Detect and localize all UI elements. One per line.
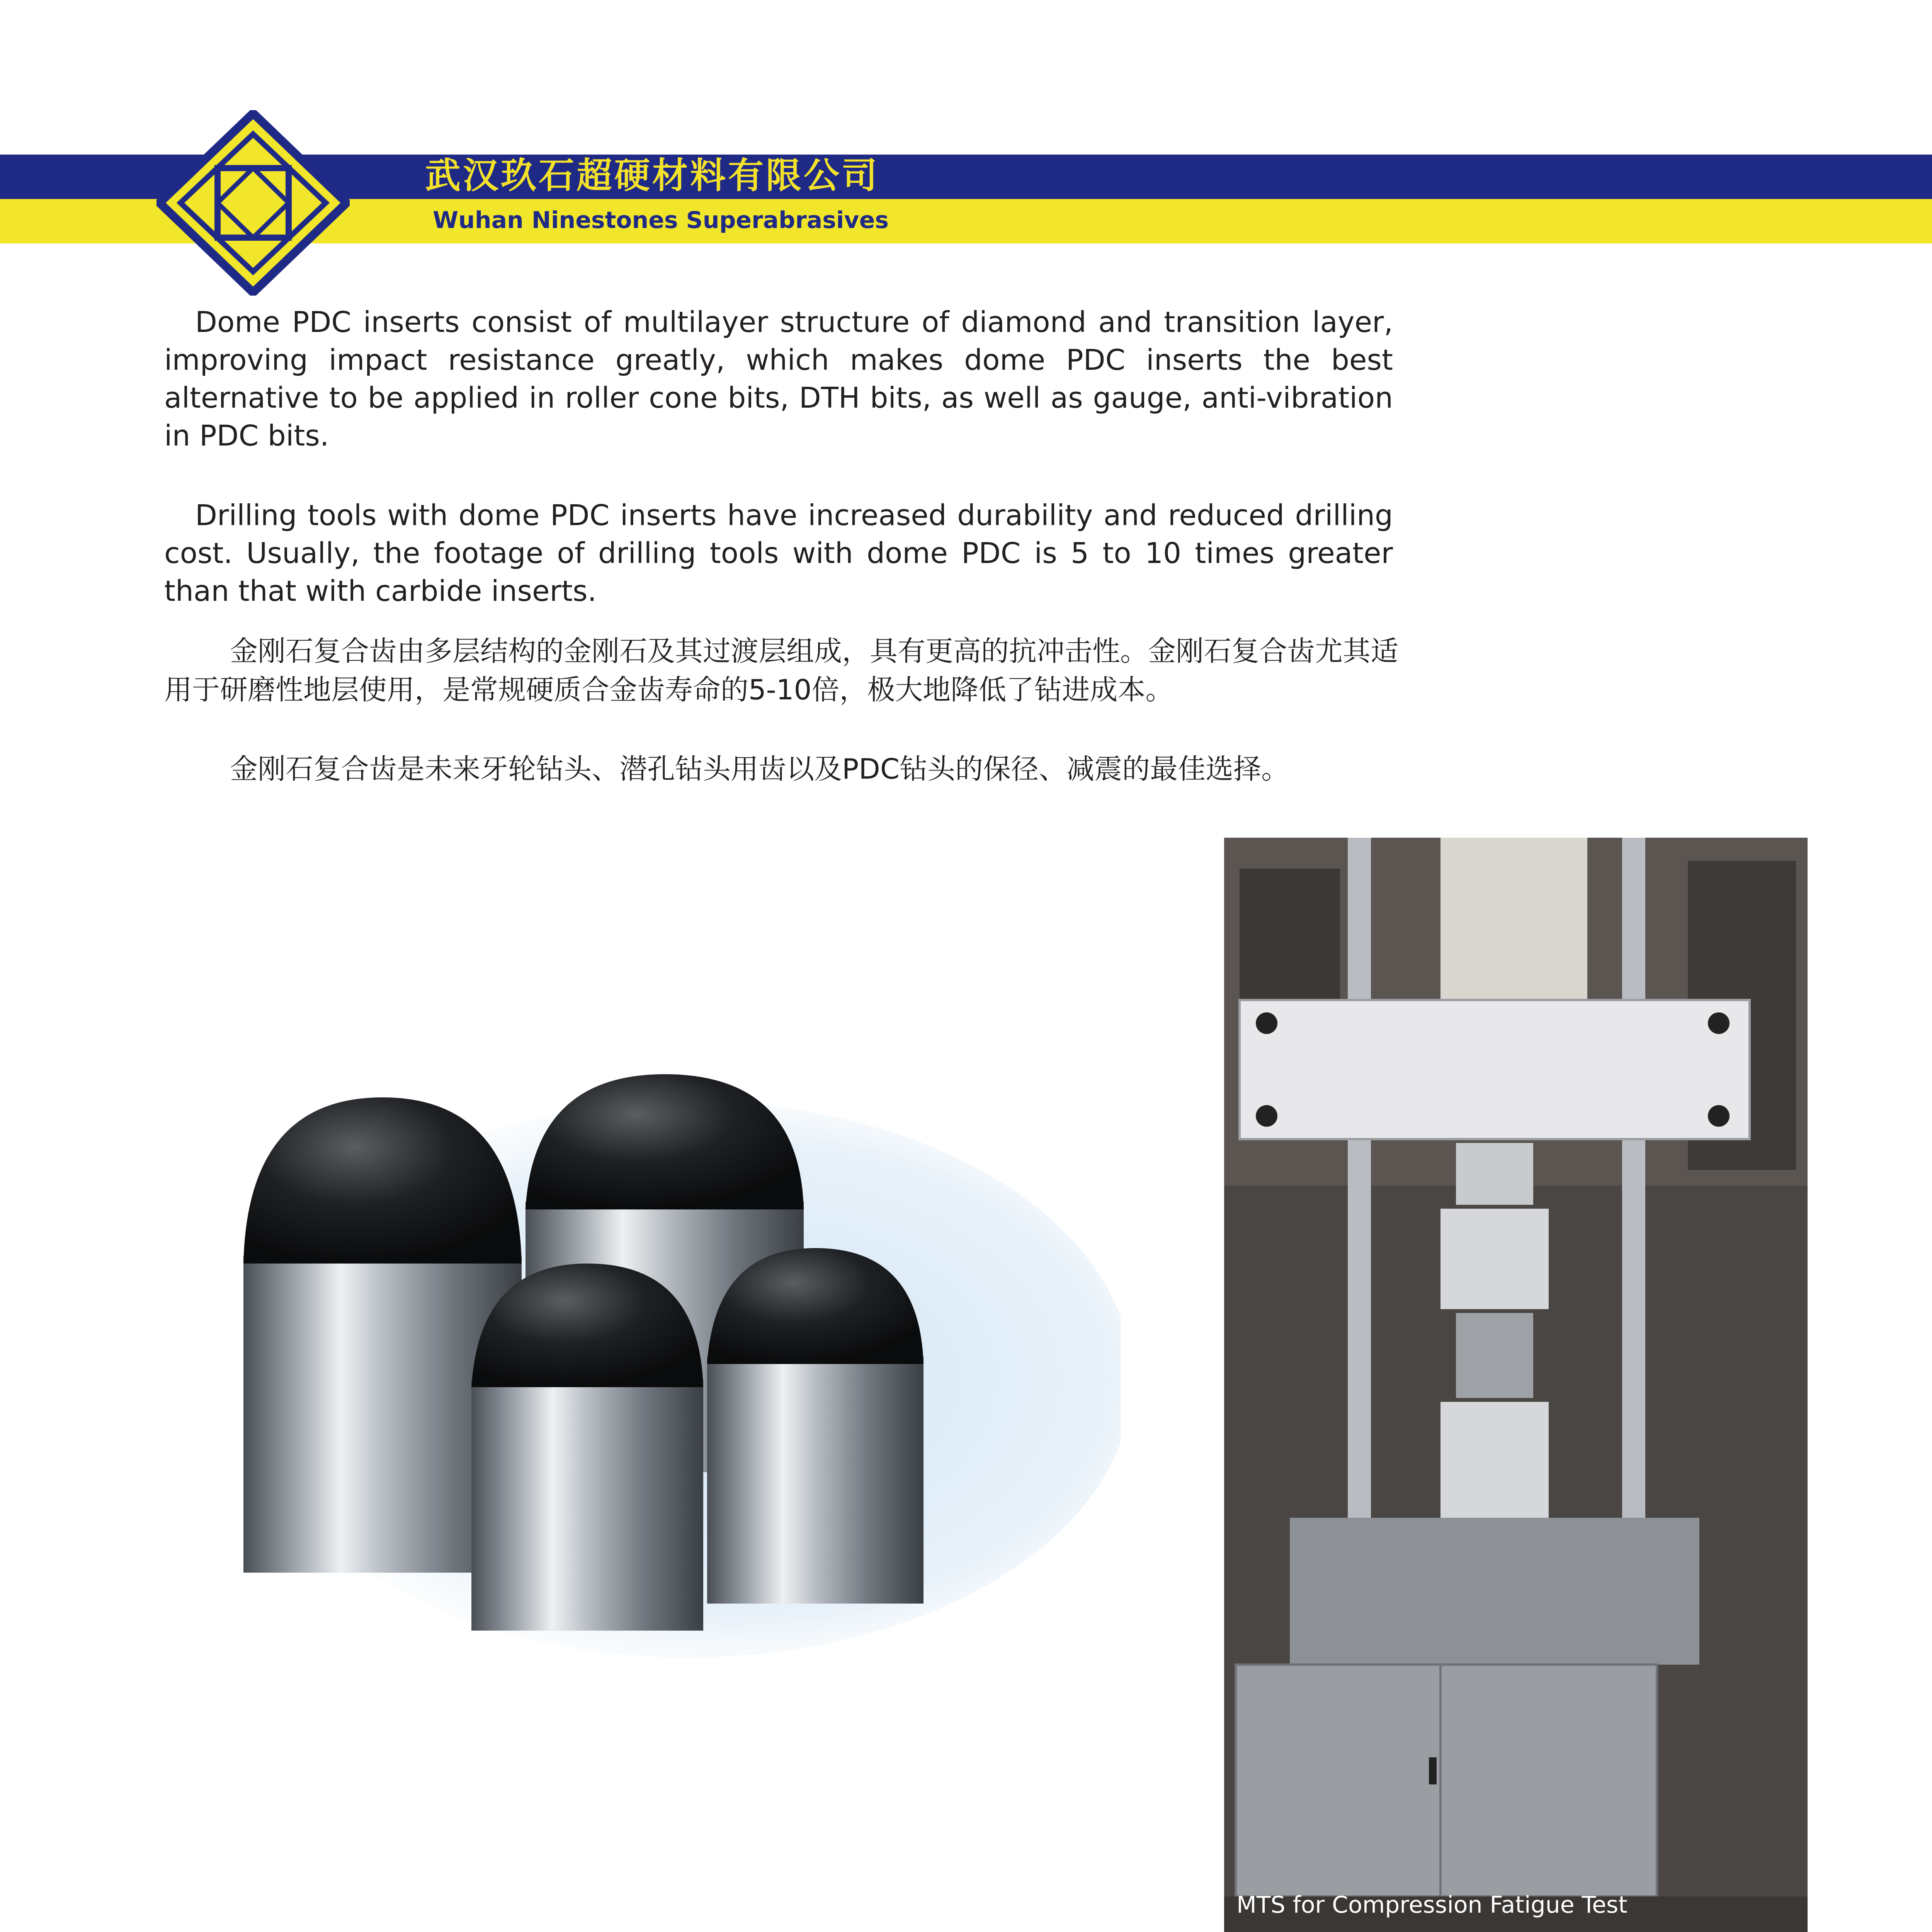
company-logo-icon	[156, 110, 350, 296]
paragraph-en-1: Dome PDC inserts consist of multilayer structure of diamond and transition layer, improving impact resistance greatly, which makes dome PDC inserts the best alternative to be applied in roller cone bits, DTH bits, as well as gauge, anti-vibration in PDC bits.	[164, 306, 1393, 452]
paragraph-cn-2: 金刚石复合齿是未来牙轮钻头、潜孔钻头用齿以及PDC钻头的保径、减震的最佳选择。	[230, 753, 1289, 785]
mts-test-machine-image	[1224, 838, 1808, 1932]
company-name-en: Wuhan Ninestones Superabrasives	[433, 207, 889, 234]
paragraph-en-2: Drilling tools with dome PDC inserts have increased durability and reduced drilling cost. Usually, the footage of drilling tools with dome PDC is 5 to 10 times greater than that with carbide inserts.	[164, 499, 1393, 608]
company-name-cn: 武汉玖石超硬材料有限公司	[425, 155, 880, 196]
mts-photo-caption: MTS for Compression Fatigue Test	[1236, 1891, 1628, 1918]
dome-pdc-inserts-image	[185, 1063, 1121, 1700]
paragraph-cn-1: 金刚石复合齿由多层结构的金刚石及其过渡层组成，具有更高的抗冲击性。金刚石复合齿尤其适用于研磨性地层使用，是常规硬质合金齿寿命的5-10倍，极大地降低了钻进成本。	[164, 635, 1399, 706]
